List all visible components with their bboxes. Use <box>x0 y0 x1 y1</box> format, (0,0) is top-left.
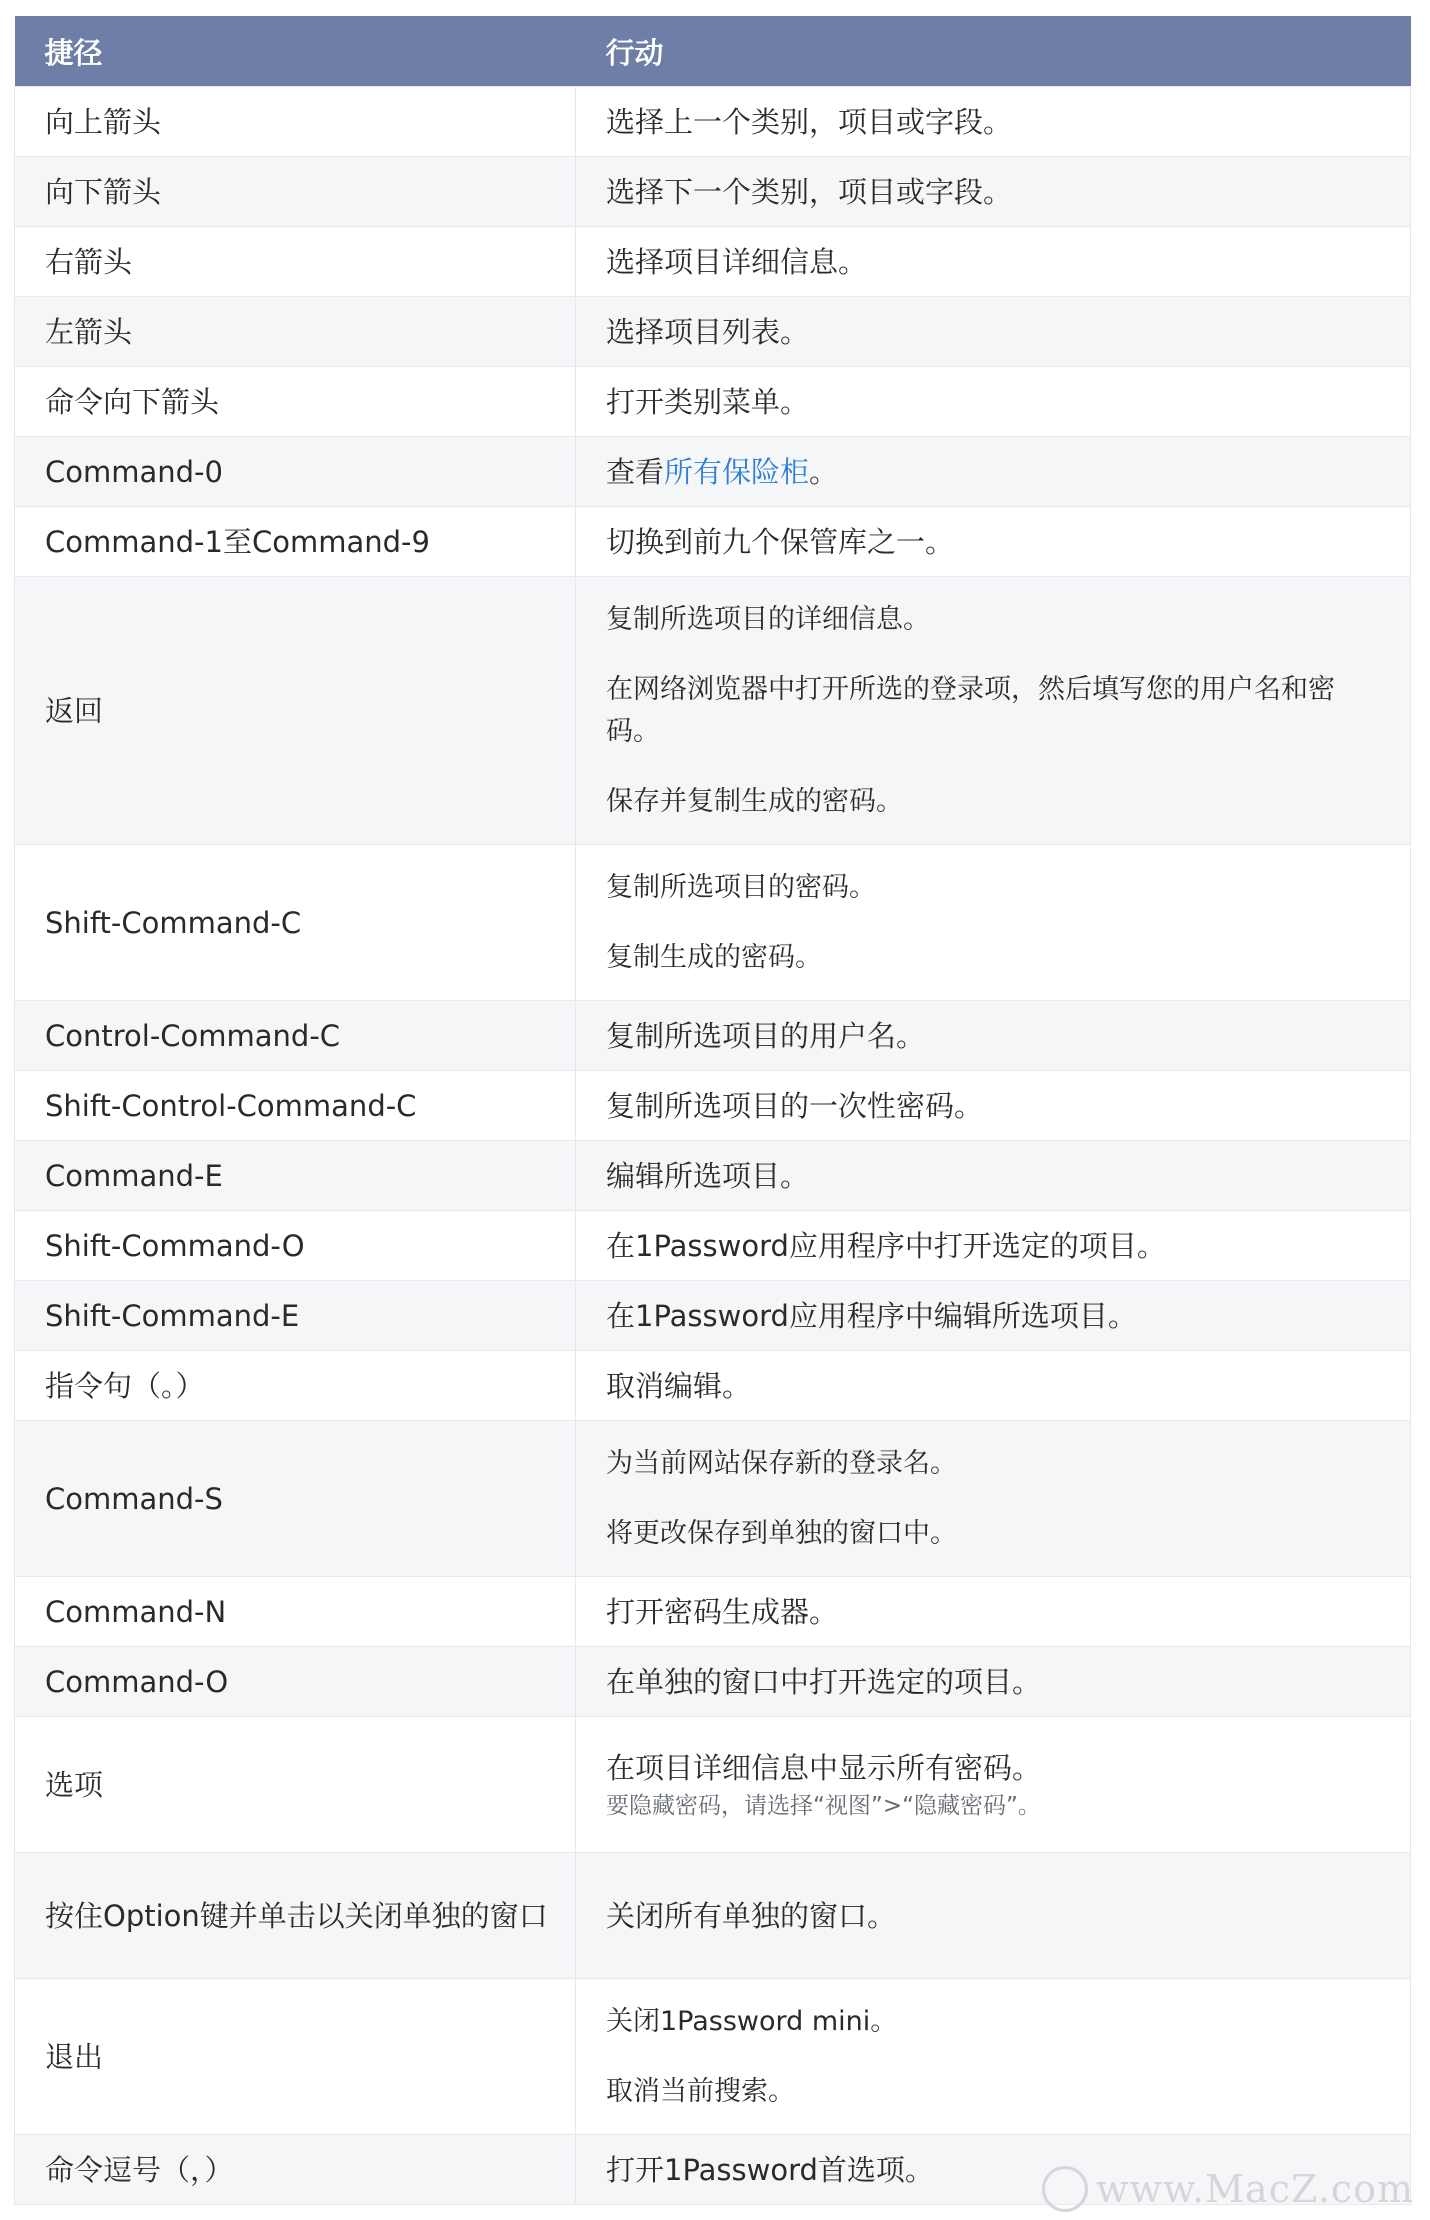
action-text: 选择项目列表。 <box>606 314 810 349</box>
watermark-text: www.MacZ.com <box>1095 2167 1414 2211</box>
action-text: 复制所选项目的详细信息。 <box>606 603 930 635</box>
table-row <box>15 1141 1411 1211</box>
table-row <box>15 367 1411 437</box>
action-cell <box>576 1647 1411 1717</box>
table-row <box>15 1351 1411 1421</box>
action-text: 取消编辑。 <box>606 1368 752 1403</box>
shortcut-cell: Control-Command-C <box>15 1001 576 1071</box>
action-cell <box>576 1071 1411 1141</box>
action-text: 在1Password应用程序中编辑所选项目。 <box>606 1298 1137 1333</box>
action-text: 在项目详细信息中显示所有密码。 <box>606 1750 1042 1785</box>
action-text: 复制所选项目的密码。 <box>606 871 876 903</box>
shortcut-cell: 指令句（。） <box>15 1351 576 1421</box>
action-text: 。 <box>809 454 839 489</box>
shortcut-cell: Command-1至Command-9 <box>15 507 576 577</box>
shortcut-cell: Command-N <box>15 1577 576 1647</box>
table-row <box>15 157 1411 227</box>
action-cell <box>576 507 1411 577</box>
table-row <box>15 1717 1411 1853</box>
action-cell <box>576 1577 1411 1647</box>
action-cell <box>576 1281 1411 1351</box>
shortcut-cell: Shift-Command-C <box>15 845 576 1001</box>
action-text: 保存并复制生成的密码。 <box>606 785 903 817</box>
action-text: 复制所选项目的一次性密码。 <box>606 1088 984 1123</box>
table-row <box>15 87 1411 157</box>
action-cell <box>576 1001 1411 1071</box>
action-cell <box>576 845 1411 1001</box>
action-text: 在1Password应用程序中打开选定的项目。 <box>606 1228 1166 1263</box>
action-text: 选择下一个类别，项目或字段。 <box>606 174 1013 209</box>
action-cell <box>576 87 1411 157</box>
shortcut-cell: 命令向下箭头 <box>15 367 576 437</box>
shortcut-cell: 向上箭头 <box>15 87 576 157</box>
action-cell <box>576 1421 1411 1577</box>
action-text: 切换到前九个保管库之一。 <box>606 524 955 559</box>
action-text: 打开类别菜单。 <box>606 384 810 419</box>
header-action: 行动 <box>576 16 1411 87</box>
action-text: 查看 <box>606 454 665 489</box>
shortcut-table-container <box>14 16 1410 2205</box>
table-row <box>15 1001 1411 1071</box>
action-cell <box>576 157 1411 227</box>
action-text: 复制生成的密码。 <box>606 941 822 973</box>
shortcut-cell: 左箭头 <box>15 297 576 367</box>
watermark <box>1042 2166 1414 2212</box>
action-text: 在单独的窗口中打开选定的项目。 <box>606 1664 1042 1699</box>
action-text: 选择上一个类别，项目或字段。 <box>606 104 1013 139</box>
shortcut-cell: Command-S <box>15 1421 576 1577</box>
shortcut-cell: 命令逗号（，） <box>15 2135 576 2205</box>
shortcut-cell: 按住Option键并单击以关闭单独的窗口 <box>15 1853 576 1979</box>
action-text: 为当前网站保存新的登录名。 <box>606 1447 957 1479</box>
action-cell <box>576 367 1411 437</box>
table-row <box>15 1211 1411 1281</box>
action-cell <box>576 577 1411 845</box>
table-header-row <box>15 16 1411 87</box>
shortcut-cell: Shift-Command-E <box>15 1281 576 1351</box>
action-cell <box>576 1717 1411 1853</box>
shortcut-table <box>14 16 1411 2205</box>
action-cell <box>576 1141 1411 1211</box>
table-row <box>15 577 1411 845</box>
shortcut-cell: Command-E <box>15 1141 576 1211</box>
action-cell <box>576 1351 1411 1421</box>
header-shortcut: 捷径 <box>15 16 576 87</box>
action-text: 打开1Password首选项。 <box>606 2152 934 2187</box>
shortcut-cell: 右箭头 <box>15 227 576 297</box>
shortcut-cell: 选项 <box>15 1717 576 1853</box>
action-cell <box>576 1853 1411 1979</box>
table-row <box>15 1979 1411 2135</box>
table-row <box>15 1647 1411 1717</box>
action-cell <box>576 227 1411 297</box>
table-row <box>15 1853 1411 1979</box>
shortcut-cell: Command-O <box>15 1647 576 1717</box>
action-text: 编辑所选项目。 <box>606 1158 810 1193</box>
table-row <box>15 845 1411 1001</box>
shortcut-cell: Shift-Command-O <box>15 1211 576 1281</box>
action-cell <box>576 437 1411 507</box>
table-row <box>15 1421 1411 1577</box>
shortcut-cell: 向下箭头 <box>15 157 576 227</box>
action-text: 关闭所有单独的窗口。 <box>606 1898 897 1933</box>
table-row <box>15 297 1411 367</box>
shortcut-cell: Command-0 <box>15 437 576 507</box>
action-text: 打开密码生成器。 <box>606 1594 839 1629</box>
table-row <box>15 1281 1411 1351</box>
table-row <box>15 507 1411 577</box>
action-cell <box>576 297 1411 367</box>
action-text: 取消当前搜索。 <box>606 2075 795 2107</box>
shortcut-cell: Shift-Control-Command-C <box>15 1071 576 1141</box>
action-text: 在网络浏览器中打开所选的登录项，然后填写您的用户名和密码。 <box>606 673 1335 747</box>
shortcut-cell: 退出 <box>15 1979 576 2135</box>
action-cell <box>576 1211 1411 1281</box>
action-note: 要隐藏密码，请选择“视图”>“隐藏密码”。 <box>606 1792 1041 1819</box>
action-text: 关闭1Password mini。 <box>606 2005 898 2037</box>
action-text: 复制所选项目的用户名。 <box>606 1018 926 1053</box>
action-text: 选择项目详细信息。 <box>606 244 868 279</box>
action-text: 将更改保存到单独的窗口中。 <box>606 1517 957 1549</box>
table-row <box>15 1577 1411 1647</box>
table-row <box>15 437 1411 507</box>
all-vaults-link[interactable]: 所有保险柜 <box>664 454 810 489</box>
action-cell <box>576 1979 1411 2135</box>
table-row <box>15 227 1411 297</box>
watermark-logo-icon <box>1042 2166 1088 2212</box>
shortcut-cell: 返回 <box>15 577 576 845</box>
table-row <box>15 1071 1411 1141</box>
